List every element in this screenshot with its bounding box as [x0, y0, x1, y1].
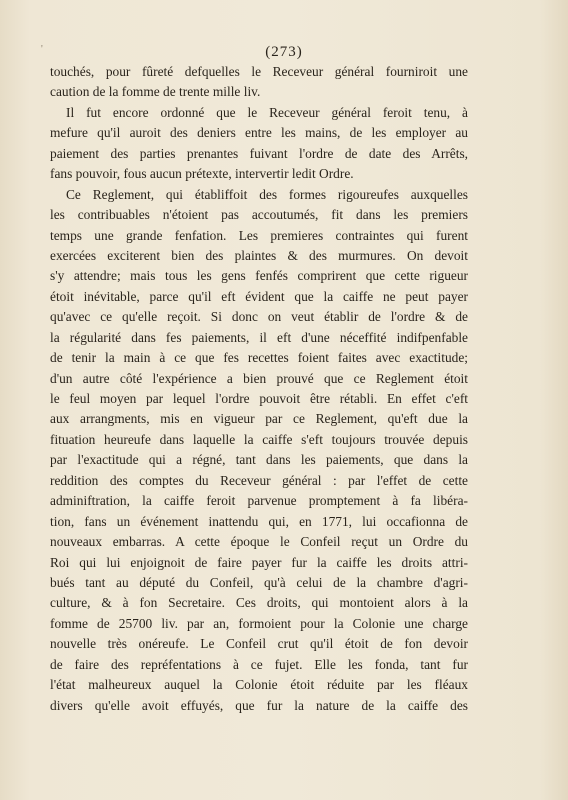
text-line: divers qu'elle avoit effuyés, que fur la nature de la caiffe des	[50, 697, 468, 713]
text-line: reddition des comptes du Receveur général : par l'effet de cette	[50, 472, 468, 488]
text-line: qu'avec ce qu'elle reçoit. Si donc on veut établir de l'ordre & de	[50, 309, 468, 325]
text-line: aux arrangments, mis en vigueur par ce Reglement, qu'eft due la	[50, 411, 468, 427]
text-line: temps une grande fenfation. Les premieres contraintes qui furent	[50, 227, 468, 243]
text-line: nouvelle très onéreufe. Le Confeil crut qu'il étoit de fon devoir	[50, 636, 468, 652]
page-number: (273)	[265, 44, 303, 60]
margin-mark: '	[41, 44, 43, 55]
text-line: l'état malheureux auquel la Colonie étoit réduite par les fléaux	[50, 677, 468, 693]
text-line: tion, fans un événement inattendu qui, en 1771, lui occafionna de	[50, 513, 468, 529]
text-line: culture, & à fon Secretaire. Ces droits, qui montoient alors à la	[50, 595, 468, 611]
text-line: exercées exciterent bien des plaintes & des murmures. On devoit	[50, 247, 468, 263]
page-body-text	[50, 62, 468, 716]
text-line: caution de la fomme de trente mille liv.	[50, 84, 261, 100]
text-line: Il fut encore ordonné que le Receveur général feroit tenu, à	[66, 104, 468, 120]
text-line: étoit inévitable, parce qu'il eft évident que la caiffe ne peut payer	[50, 288, 468, 304]
text-line: la régularité dans fes paiements, il eft d'une néceffité indifpenfable	[50, 329, 468, 345]
text-line: d'un autre côté l'expérience a bien prouvé que ce Reglement étoit	[50, 370, 468, 386]
text-line: fans pouvoir, fous aucun prétexte, intervertir ledit Ordre.	[50, 166, 354, 182]
text-line: le feul moyen par lequel l'ordre pouvoit être rétabli. En effet c'eft	[50, 391, 468, 406]
text-line: fomme de 25700 liv. par an, formoient pour la Colonie une charge	[50, 615, 468, 631]
text-line: Roi qui lui enjoignoit de faire payer fur la caiffe les droits attri-	[50, 554, 468, 570]
text-line: s'y attendre; mais tous les gens fenfés comprirent que cette rigueur	[50, 268, 468, 284]
text-line: mefure qu'il auroit des deniers entre les mains, de les employer au	[50, 125, 468, 141]
text-line: de faire des repréfentations à ce fujet. Elle les fonda, tant fur	[50, 656, 468, 672]
text-line: par l'exactitude qui a régné, tant dans les paiements, que dans la	[50, 452, 468, 468]
text-line: nouveaux embarras. A cette époque le Confeil reçut un Ordre du	[50, 534, 468, 550]
text-line: touchés, pour fûreté defquelles le Receveur général fourniroit une	[50, 64, 468, 79]
text-line: paiement des parties prenantes fuivant l'ordre de date des Arrêts,	[50, 145, 468, 161]
text-line: les contribuables n'étoient pas accoutumés, fit dans les premiers	[50, 207, 468, 223]
text-line: bués tant au député du Confeil, qu'à celui de la chambre d'agri-	[50, 574, 468, 590]
text-line: fituation heureufe dans laquelle la caiffe s'eft toujours trouvée depuis	[50, 431, 468, 447]
text-line: Ce Reglement, qui établiffoit des formes rigoureufes auxquelles	[66, 186, 468, 202]
text-line: adminiftration, la caiffe feroit parvenue promptement à fa libéra-	[50, 493, 468, 509]
text-line: de tenir la main à ce que fes recettes foient faites avec exactitude;	[50, 350, 468, 366]
